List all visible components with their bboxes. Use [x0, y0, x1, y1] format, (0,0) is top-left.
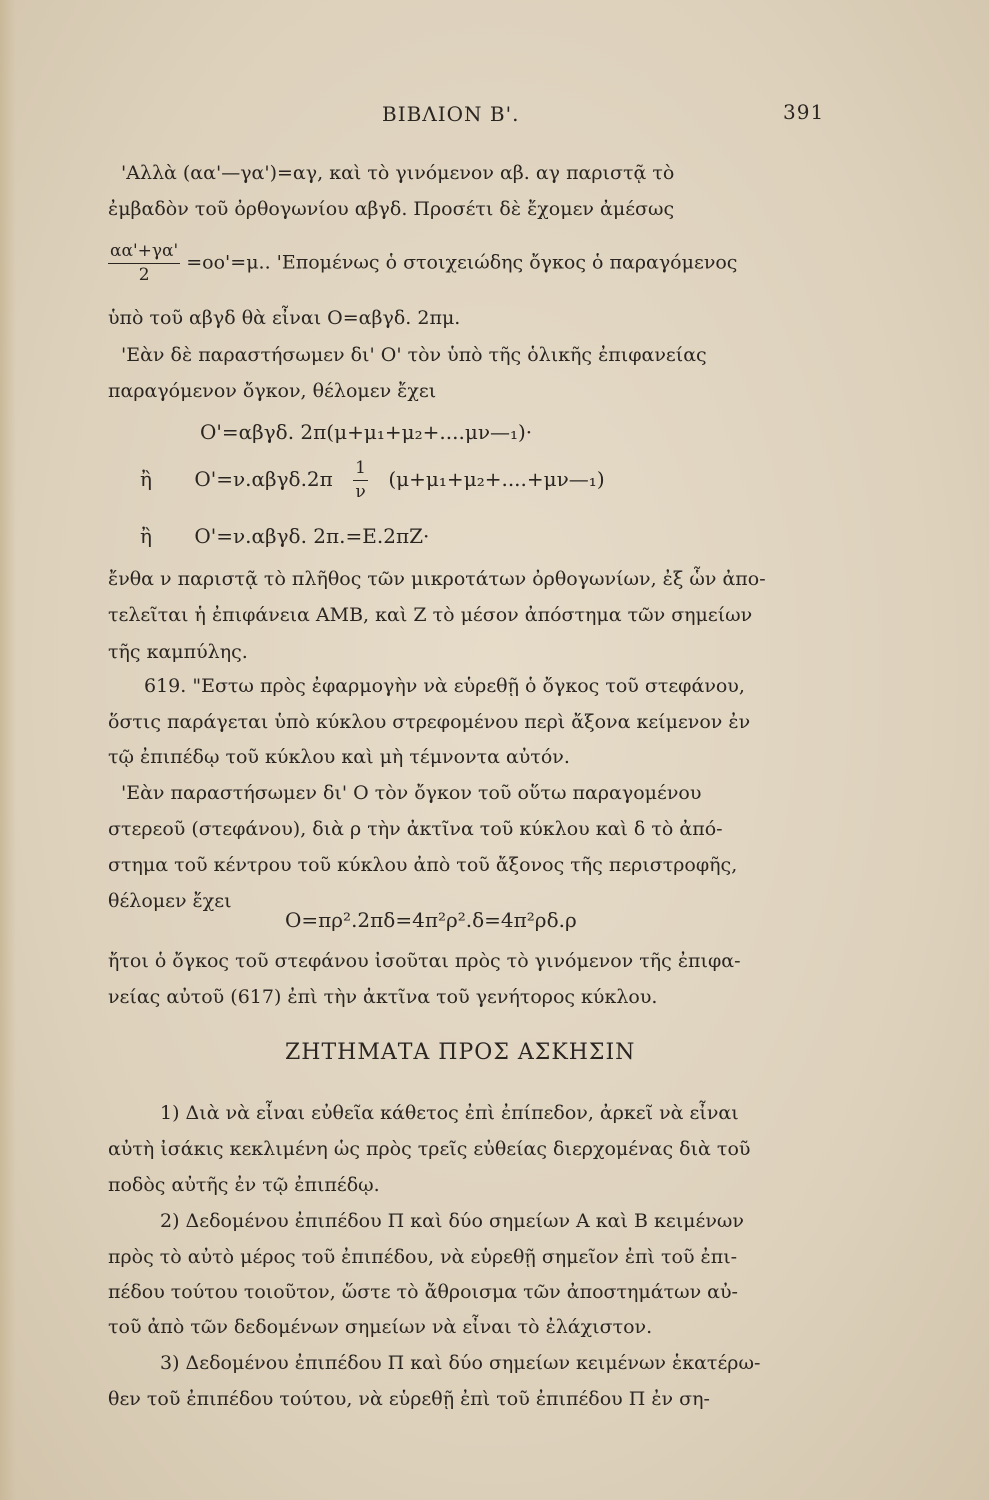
formula-3-body: Ο'=ν.αβγδ. 2π.=Ε.2πΖ· [194, 524, 430, 548]
formula-2-denominator: ν [355, 482, 366, 502]
formula-2-numerator: 1 [355, 458, 366, 478]
section-title: ΖΗΤΗΜΑΤΑ ΠΡΟΣ ΑΣΚΗΣΙΝ [285, 1040, 636, 1065]
fraction-denominator: 2 [138, 265, 150, 285]
exercise-line: πέδου τούτου τοιοῦτον, ὥστε τὸ ἄθροισμα τῶν ἀποστημάτων αὐ- [108, 1281, 738, 1303]
text-line: παραγόμενον ὄγκον, θέλομεν ἔχει [108, 380, 437, 402]
page-number: 391 [783, 100, 825, 124]
text-line: 'Εὰν δὲ παραστήσωμεν δι' Ο' τὸν ὑπὸ τῆς ὁλικῆς ἐπιφανείας [121, 344, 707, 366]
page-gutter-shadow [0, 0, 16, 1500]
text-line: 619. "Εστω πρὸς ἐφαρμογὴν νὰ εὑρεθῇ ὁ ὄγκος τοῦ στεφάνου, [144, 675, 745, 697]
text-line: =οο'=μ.. 'Επομένως ὁ στοιχειώδης ὄγκος ὁ παραγόμενος [186, 251, 738, 274]
text-line: 'Εὰν παραστήσωμεν δι' Ο τὸν ὄγκον τοῦ οὕτω παραγομένου [121, 782, 702, 804]
fraction-bar [108, 263, 180, 264]
text-line: ὅστις παράγεται ὑπὸ κύκλου στρεφομένου περὶ ἄξονα κείμενον ἐν [108, 711, 751, 733]
fraction-numerator: αα'+γα' [110, 241, 179, 261]
text-line: 'Αλλὰ (αα'—γα')=αγ, καὶ τὸ γινόμενον αβ. αγ παριστᾷ τὸ [121, 162, 675, 184]
formula-3 [140, 524, 429, 548]
exercise-line: θεν τοῦ ἐπιπέδου τούτου, νὰ εὑρεθῇ ἐπὶ τοῦ ἐπιπέδου Π ἐν ση- [108, 1388, 710, 1410]
formula-2 [140, 460, 605, 501]
text-line: νείας αὐτοῦ (617) ἐπὶ τὴν ἀκτῖνα τοῦ γενήτορος κύκλου. [108, 986, 658, 1008]
text-line: ὑπὸ τοῦ αβγδ θὰ εἶναι Ο=αβγδ. 2πμ. [108, 307, 461, 329]
exercise-line: αὐτὴ ἰσάκις κεκλιμένη ὡς πρὸς τρεῖς εὐθείας διερχομένας διὰ τοῦ [108, 1138, 751, 1160]
formula-4: Ο=πρ².2πδ=4π²ρ².δ=4π²ρδ.ρ [285, 908, 577, 932]
text-line: τῆς καμπύλης. [108, 641, 248, 663]
text-line: στερεοῦ (στεφάνου), διὰ ρ τὴν ἀκτῖνα τοῦ κύκλου καὶ δ τὸ ἀπό- [108, 818, 723, 840]
text-line: ἤτοι ὁ ὄγκος τοῦ στεφάνου ἰσοῦται πρὸς τὸ γινόμενον τῆς ἐπιφα- [108, 950, 741, 972]
text-line: ἔνθα ν παριστᾷ τὸ πλῆθος τῶν μικροτάτων ὀρθογωνίων, ἐξ ὧν ἀπο- [108, 568, 766, 590]
text-line: θέλομεν ἔχει [108, 890, 232, 912]
exercise-line: 1) Διὰ νὰ εἶναι εὐθεῖα κάθετος ἐπὶ ἐπίπεδον, ἀρκεῖ νὰ εἶναι [160, 1102, 739, 1124]
running-header: ΒΙΒΛΙΟΝ Β'. [382, 102, 520, 126]
formula-2-right: (μ+μ₁+μ₂+....+μν—₁) [388, 467, 605, 491]
text-line: τελεῖται ἡ ἐπιφάνεια ΑΜΒ, καὶ Ζ τὸ μέσον ἀπόστημα τῶν σημείων [108, 604, 753, 626]
exercise-line: 3) Δεδομένου ἐπιπέδου Π καὶ δύο σημείων κειμένων ἑκατέρω- [160, 1352, 761, 1374]
formula-2-left: Ο'=ν.αβγδ.2π [194, 467, 333, 491]
formula-1: Ο'=αβγδ. 2π(μ+μ₁+μ₂+....μν—₁)· [200, 420, 533, 444]
formula-prefix: ἢ [140, 524, 152, 548]
fraction-bar [353, 480, 368, 481]
exercise-line: ποδὸς αὐτῆς ἐν τῷ ἐπιπέδῳ. [108, 1174, 380, 1196]
text-line: τῷ ἐπιπέδῳ τοῦ κύκλου καὶ μὴ τέμνοντα αὐτόν. [108, 746, 570, 768]
text-line: στημα τοῦ κέντρου τοῦ κύκλου ἀπὸ τοῦ ἄξονος τῆς περιστροφῆς, [108, 854, 738, 876]
text-line: ἐμβαδὸν τοῦ ὀρθογωνίου αβγδ. Προσέτι δὲ ἔχομεν ἀμέσως [108, 198, 675, 220]
fraction [108, 243, 180, 284]
exercise-line: 2) Δεδομένου ἐπιπέδου Π καὶ δύο σημείων Α καὶ Β κειμένων [160, 1210, 744, 1232]
formula-prefix: ἢ [140, 467, 152, 491]
exercise-line: πρὸς τὸ αὐτὸ μέρος τοῦ ἐπιπέδου, νὰ εὑρεθῇ σημεῖον ἐπὶ τοῦ ἐπι- [108, 1246, 738, 1268]
formula-2-fraction [353, 460, 368, 501]
fraction-line [108, 243, 737, 284]
exercise-line: τοῦ ἀπὸ τῶν δεδομένων σημείων νὰ εἶναι τὸ ἐλάχιστον. [108, 1316, 653, 1338]
